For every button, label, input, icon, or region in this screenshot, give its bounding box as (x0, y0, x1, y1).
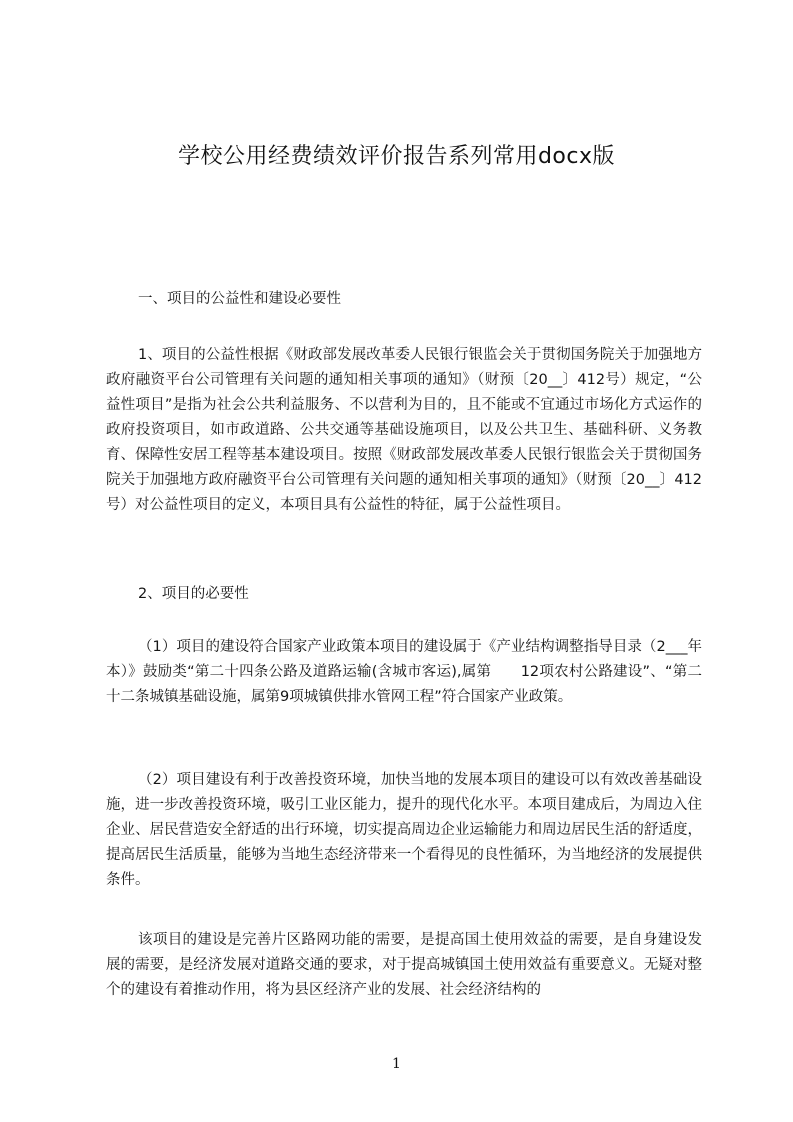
section-heading: 一、项目的公益性和建设必要性 (138, 291, 341, 307)
paragraph-industrial-policy: （1）项目的建设符合国家产业政策本项目的建设属于《产业结构调整指导目录（2___年本）》鼓励类“第二十四条公路及道路运输(含城市客运),属第 12项农村公路建设”、“第二十二条城镇基础设施，属第9项城镇供排水管网工程”符合国家产业政策。 (106, 639, 702, 705)
paragraph-investment-environment: （2）项目建设有利于改善投资环境，加快当地的发展本项目的建设可以有效改善基础设施，进一步改善投资环境，吸引工业区能力，提升的现代化水平。本项目建成后，为周边入住企业、居民营造安全舒适的出行环境，切实提高周边企业运输能力和周边居民生活的舒适度，提高居民生活质量，能够为当地生态经济带来一个看得见的良性循环，为当地经济的发展提供条件。 (106, 772, 702, 888)
paragraph-public-welfare: 1、项目的公益性根据《财政部发展改革委人民银行银监会关于贯彻国务院关于加强地方政府融资平台公司管理有关问题的通知相关事项的通知》（财预〔20__〕412号）规定，“公益性项目”是指为社会公共利益服务、不以营利为目的，且不能或不宜通过市场化方式运作的政府投资项目，如市政道路、公共交通等基础设施项目，以及公共卫生、基础科研、义务教育、保障性安居工程等基本建设项目。按照《财政部发展改革委人民银行银监会关于贯彻国务院关于加强地方政府融资平台公司管理有关问题的通知相关事项的通知》（财预〔20__〕412号）对公益性项目的定义，本项目具有公益性的特征，属于公益性项目。 (106, 347, 702, 513)
page-number: 1 (392, 1056, 401, 1072)
paragraph-road-network: 该项目的建设是完善片区路网功能的需要，是提高国土使用效益的需要，是自身建设发展的需要，是经济发展对道路交通的要求，对于提高城镇国土使用效益有重要意义。无疑对整个的建设有着推动作用，将为县区经济产业的发展、社会经济结构的 (106, 932, 702, 998)
document-title: 学校公用经费绩效评价报告系列常用docx版 (177, 144, 616, 169)
subheading-necessity: 2、项目的必要性 (138, 586, 249, 602)
